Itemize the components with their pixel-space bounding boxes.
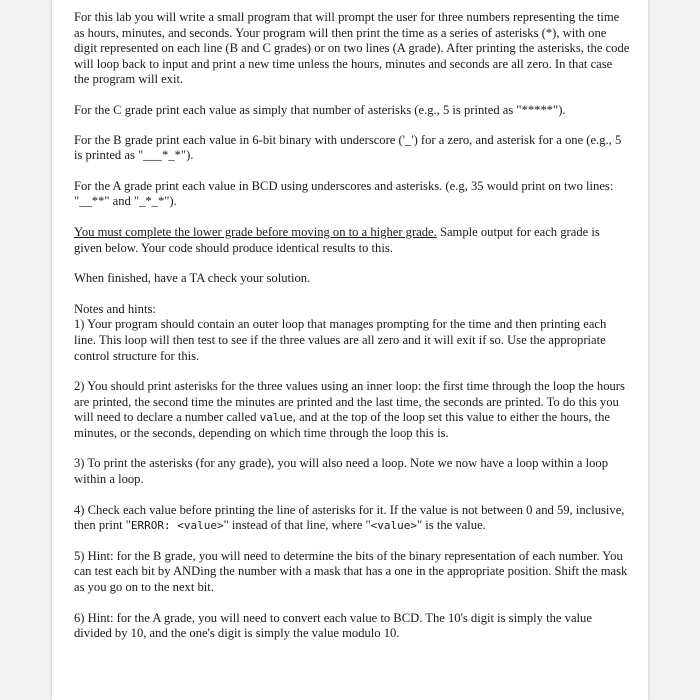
c-grade-paragraph: For the C grade print each value as simply that number of asterisks (e.g., 5 is printed as "*****"). [74,102,566,117]
document-page [52,0,648,700]
intro-paragraph: For this lab you will write a small program that will prompt the user for three numbers representing the time as hours, minutes, and seconds. Your program will then print the time as a series of asterisks (*), with one digit represented on each line (B and C grades) or on two lines (A grade). After printing the asterisks, the code will loop back to input and print a new time unless the hours, minutes and seconds are all zero. In that case the program will exit. [74,10,630,87]
note-4 [74,503,630,534]
note-4-text-a: 4) Check each value before printing the line of asterisks for it. If the value is not between 0 and 59, inclusive, then print " [74,502,625,533]
ta-check-paragraph: When finished, have a TA check your solution. [74,271,311,286]
note-5: 5) Hint: for the B grade, you will need to determine the bits of the binary representation of each number. You can test each bit by ANDing the number with a mask that has a one in the appropriate position. Shift the mask as you go on to the next bit. [74,548,628,595]
note-1: 1) Your program should contain an outer loop that manages prompting for the time and then printing each line. This loop will then test to see if the three values are all zero and it will exit if so. Use the appropriate control structure for this. [74,317,607,363]
requirement-rest: Sample output for each grade is given below. Your code should produce identical results to this. [74,224,600,255]
requirement-paragraph [74,225,630,256]
requirement-underlined: You must complete the lower grade before moving on to a higher grade. [74,224,437,239]
notes-section [74,302,630,364]
note-2-text-a: 2) You should print asterisks for the three values using an inner loop: the first time through the loop the hours are printed, the second time the minutes are printed and the last time, the seconds are printed. To do this you will need to declare a number called [74,379,625,425]
a-grade-paragraph: For the A grade print each value in BCD using underscores and asterisks. (e.g, 35 would print on two lines: "__**" and "_*_*"). [74,178,614,209]
note-2-text-b: , and at the top of the loop set this value to either the hours, the minutes, or the seconds, depending on which time through the loop this is. [74,410,611,440]
note-3: 3) To print the asterisks (for any grade), you will also need a loop. Note we now have a loop within a loop within a loop. [74,456,608,487]
b-grade-paragraph: For the B grade print each value in 6-bit binary with underscore ('_') for a zero, and asterisk for a one (e.g., 5 is printed as "___*_*"). [74,132,622,163]
note-2 [74,379,630,441]
document-body [74,10,630,657]
note-4-code-value: <value> [370,519,418,533]
note-4-text-b: " instead of that line, where " [223,518,371,533]
note-4-text-c: " is the value. [417,518,486,533]
note-6: 6) Hint: for the A grade, you will need to convert each value to BCD. The 10's digit is simply the value divided by 10, and the one's digit is simply the value modulo 10. [74,610,592,641]
note-2-code: value [259,411,293,425]
notes-heading: Notes and hints: [74,301,156,316]
note-4-code-error: ERROR: <value> [130,519,224,533]
